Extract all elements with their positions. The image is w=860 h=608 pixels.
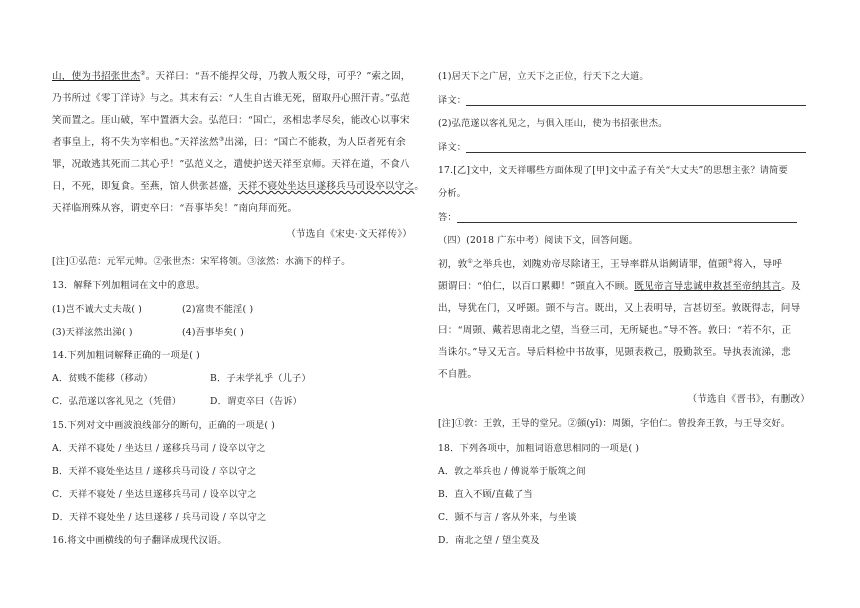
passage-line: 笑而置之。厓山破，军中置酒大会。弘范曰：“国亡，丞相忠孝尽矣，能改心以事宋 <box>52 115 410 126</box>
answer-line[interactable] <box>457 213 797 223</box>
wavy-underlined-text: 天祥不寝处坐达旦遂移兵马司设卒以守之 <box>238 181 415 192</box>
option-c: C．弘范遂以客礼见之（凭借） <box>52 396 182 407</box>
question-13-item-2: (2)富贵不能淫( ) <box>182 304 254 315</box>
option-b: B．子未学礼乎（儿子） <box>210 373 311 384</box>
question-17-answer <box>438 209 797 223</box>
footnote: [注]①敦：王敦，王导的堂兄。②顗(yǐ)：周顗，字伯仁。曾投奔王敦，与王导交好。 <box>438 418 791 429</box>
question-16-title: 16.将文中画横线的句子翻译成现代汉语。 <box>52 535 227 546</box>
passage-text: 。及 <box>781 281 801 292</box>
option-c: C．顗不与言 / 客从外来，与坐谈 <box>438 512 577 523</box>
option-d: D．天祥不寝处坐 / 达旦遂移 / 兵马司设 / 卒以守之 <box>52 512 267 523</box>
question-14-title: 14.下列加粗词解释正确的一项是( ) <box>52 350 200 361</box>
passage-text: 日，不死，即复食。至燕，馆人供张甚盛， <box>52 181 239 192</box>
question-13-item-3: (3)天祥泫然出涕( ) <box>52 327 133 338</box>
passage-text: 之举兵也，刘隗劝帝尽除诸王，王导率群从诣阙请罪，值顗 <box>472 259 728 270</box>
passage-text: 。天祥曰：“吾不能捍父母，乃教人叛父母，可乎？”索之固， <box>145 71 411 82</box>
underlined-text: 山，使为书招张世杰 <box>52 71 141 82</box>
translation-answer-2 <box>438 139 806 153</box>
option-a: A．贫贱不能移（移动） <box>52 373 153 384</box>
passage-line: 当诛尔。”导又无言。导后料检中书故事，见顗表救己，殷勤款至。导执表流涕，悲 <box>438 347 791 358</box>
footnote: [注]①弘范：元军元帅。②张世杰：宋军将领。③泫然：水滴下的样子。 <box>52 256 351 267</box>
translation-answer-1 <box>438 92 806 106</box>
question-13-item-4: (4)吾事毕矣( ) <box>182 327 244 338</box>
question-17-title-cont: 分析。 <box>438 188 467 199</box>
option-b: B．天祥不寝处坐达旦 / 遂移兵马司设 / 卒以守之 <box>52 466 257 477</box>
footnote-marker: ① <box>467 257 473 265</box>
option-d: D．南北之望 / 望尘莫及 <box>438 535 540 546</box>
underlined-text: 既见帝言导忠诚申救甚至帝纳其言 <box>634 281 782 292</box>
passage-line: 不自胜。 <box>438 369 478 380</box>
passage-text: 者事皇上，将不失为宰相也。”天祥泫然 <box>52 137 219 148</box>
question-15-title: 15.下列对文中画波浪线部分的断句，正确的一项是( ) <box>52 420 276 431</box>
option-b: B．直入不顾/直截了当 <box>438 489 533 500</box>
question-17-title: 17.[乙]文中，文天祥哪些方面体现了[甲]文中孟子有关“大丈夫”的思想主张？请简要 <box>438 165 788 176</box>
translation-item-1: (1)居天下之广居，立天下之正位，行天下之大道。 <box>438 71 649 82</box>
passage-line <box>438 256 782 270</box>
section-4-heading: （四）(2018 广东中考）阅读下文，回答问题。 <box>438 235 639 246</box>
question-13-item-1: (1)岂不诚大丈夫哉( ) <box>52 304 143 315</box>
passage-text: 顗谓曰：“伯仁，以百口累卿！”顗直入不顾。 <box>438 281 635 292</box>
answer-line[interactable] <box>466 96 806 106</box>
footnote-marker: ② <box>727 257 734 265</box>
option-a: A．天祥不寝处 / 坐达旦 / 遂移兵马司 / 设卒以守之 <box>52 443 266 454</box>
answer-label: 译文： <box>438 95 467 106</box>
answer-line[interactable] <box>466 143 806 153</box>
option-a: A．敦之举兵也 / 傅说举于版筑之间 <box>438 466 586 477</box>
passage-line: 乃书所过《零丁洋诗》与之。其末有云：“人生自古谁无死，留取丹心照汗青。”弘范 <box>52 93 410 104</box>
passage-line: 罪，况敢逃其死而二其心乎！”弘范义之，遣使护送天祥至京师。天祥在道，不食八 <box>52 159 410 170</box>
option-c: C．天祥不寝处 / 坐达旦遂移兵马司 / 设卒以守之 <box>52 489 257 500</box>
answer-label: 译文： <box>438 142 467 153</box>
passage-line <box>52 178 424 192</box>
option-d: D．谓吏卒曰（告诉） <box>210 396 303 407</box>
passage-text: 初，敦 <box>438 259 468 270</box>
passage-line: 出，导犹在门，又呼顗。顗不与言。既出，又上表明导，言甚切至。敦既得志，问导 <box>438 303 801 314</box>
passage-text: 将入，导呼 <box>733 259 783 270</box>
answer-label: 答： <box>438 212 457 223</box>
question-13-title: 13．解释下列加粗词在文中的意思。 <box>52 280 205 291</box>
passage-text: 出涕，曰：“国亡不能救，为人臣者死有余 <box>224 137 406 148</box>
footnote-marker: ② <box>140 69 146 77</box>
passage-line <box>52 68 411 82</box>
passage-text: 。 <box>414 181 425 192</box>
passage-line: 天祥临刑殊从容，谓吏卒曰：“吾事毕矣！”南向拜而死。 <box>52 203 298 214</box>
footnote-marker: ③ <box>218 135 225 143</box>
translation-item-2: (2)弘范遂以客礼见之，与俱入厓山，使为书招张世杰。 <box>438 118 668 129</box>
source-citation: （节选自《宋史·文天祥传》） <box>286 229 412 240</box>
passage-line <box>52 134 406 148</box>
source-citation: （节选自《晋书》，有删改） <box>687 394 810 405</box>
question-18-title: 18．下列各项中，加粗词语意思相同的一项是( ) <box>438 443 640 454</box>
passage-line <box>438 278 801 292</box>
passage-line: 曰：“周顗、戴若思南北之望，当登三司，无所疑也。”导不答。敦曰：“若不尔，正 <box>438 325 792 336</box>
